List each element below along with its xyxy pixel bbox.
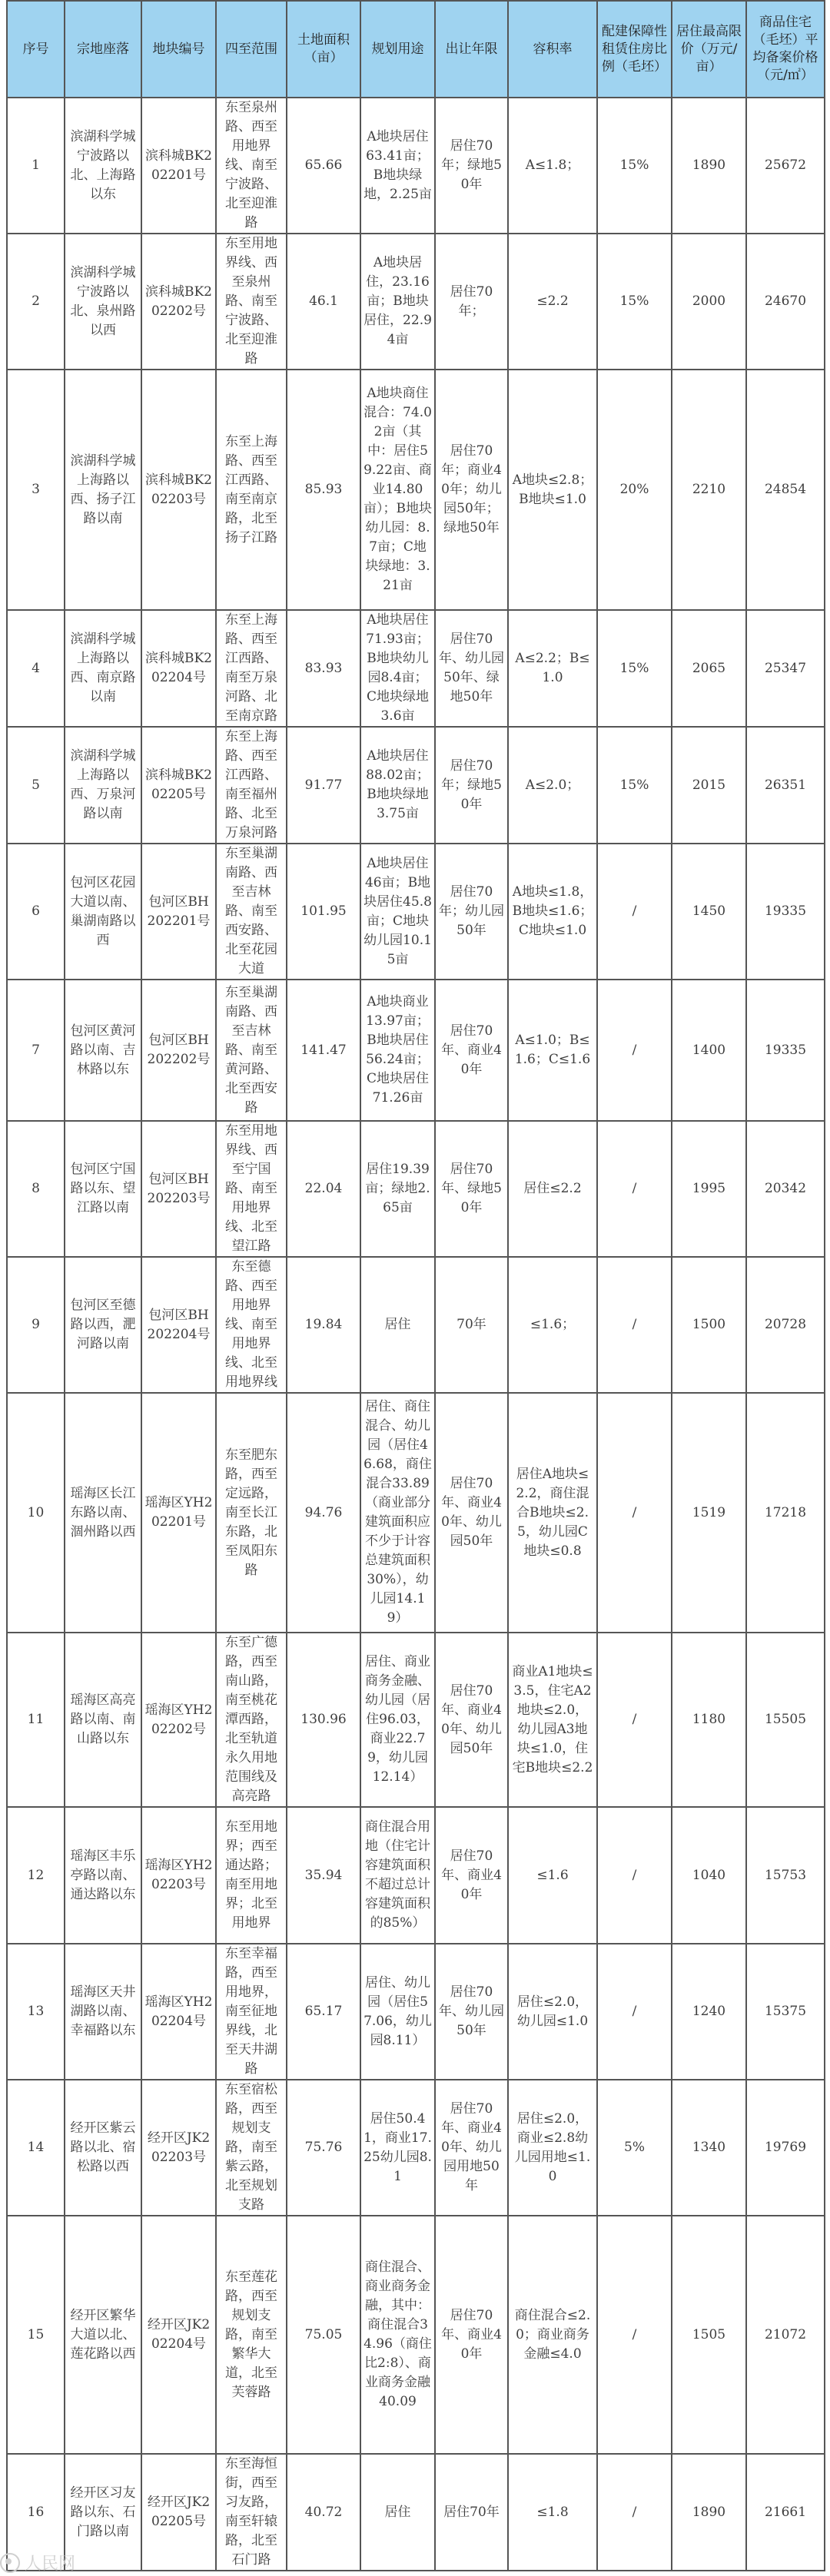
cell-area: 101.95	[287, 844, 360, 980]
cell-area: 141.47	[287, 980, 360, 1121]
cell-lease-term: 居住70年；	[435, 234, 508, 370]
cell-lease-term: 居住70年；商业40年；幼儿园50年；绿地50年	[435, 370, 508, 610]
cell-location: 经开区繁华大道以北、莲花路以西	[65, 2216, 141, 2454]
cell-plot-ratio: ≤1.8	[508, 2454, 597, 2571]
table-row	[7, 98, 825, 234]
header-parcel-id: 地块编号	[141, 1, 216, 98]
cell-max-price: 1890	[672, 98, 746, 234]
cell-boundaries: 东至用地界线、西至泉州路、南至宁波路、北至迎淮路	[216, 234, 287, 370]
table-row	[7, 844, 825, 980]
cell-location: 瑶海区高亮路以南、南山路以东	[65, 1633, 141, 1807]
cell-lease-term: 居住70年、商业40年	[435, 980, 508, 1121]
cell-boundaries: 东至巢湖南路、西至吉林路、南至黄河路、北至西安路	[216, 980, 287, 1121]
cell-avg-housing-price: 15505	[746, 1633, 825, 1807]
cell-index: 9	[7, 1257, 65, 1393]
cell-avg-housing-price: 20342	[746, 1121, 825, 1257]
cell-parcel-id: 滨科城BK202201号	[141, 98, 216, 234]
cell-parcel-id: 瑶海区YH202203号	[141, 1807, 216, 1944]
cell-max-price: 1995	[672, 1121, 746, 1257]
cell-planned-use: A地块居住71.93亩；B地块幼儿园8.4亩；C地块绿地3.6亩	[360, 610, 435, 727]
cell-parcel-id: 瑶海区YH202201号	[141, 1393, 216, 1633]
cell-max-price: 1450	[672, 844, 746, 980]
cell-area: 94.76	[287, 1393, 360, 1633]
cell-plot-ratio: ≤1.6	[508, 1807, 597, 1944]
cell-plot-ratio: 居住≤2.0，商业≤2.8幼儿园用地≤1.0	[508, 2080, 597, 2216]
cell-parcel-id: 包河区BH202201号	[141, 844, 216, 980]
cell-area: 85.93	[287, 370, 360, 610]
cell-area: 65.66	[287, 98, 360, 234]
cell-plot-ratio: A地块≤2.8；B地块≤1.0	[508, 370, 597, 610]
cell-planned-use: 商住混合、商业商务金融，其中：商住混合34.96（商住比2:8）、商业商务金融40.09	[360, 2216, 435, 2454]
cell-index: 8	[7, 1121, 65, 1257]
cell-location: 滨湖科学城宁波路以北、上海路以东	[65, 98, 141, 234]
cell-location: 包河区宁国路以东、望江路以南	[65, 1121, 141, 1257]
cell-rental-housing-ratio: /	[597, 1257, 672, 1393]
cell-max-price: 1400	[672, 980, 746, 1121]
table-row	[7, 1393, 825, 1633]
table-row	[7, 1121, 825, 1257]
cell-rental-housing-ratio: 15%	[597, 610, 672, 727]
cell-boundaries: 东至德路、西至用地界线、南至用地界线、北至用地界线	[216, 1257, 287, 1393]
cell-lease-term: 居住70年、幼儿园50年、绿地50年	[435, 610, 508, 727]
header-lease-term: 出让年限	[435, 1, 508, 98]
cell-area: 130.96	[287, 1633, 360, 1807]
cell-max-price: 2000	[672, 234, 746, 370]
cell-rental-housing-ratio: 20%	[597, 370, 672, 610]
cell-location: 包河区花园大道以南、巢湖南路以西	[65, 844, 141, 980]
table-row	[7, 980, 825, 1121]
cell-boundaries: 东至泉州路、西至用地界线、南至宁波路、北至迎淮路	[216, 98, 287, 234]
cell-lease-term: 居住70年；绿地50年	[435, 98, 508, 234]
cell-max-price: 2210	[672, 370, 746, 610]
cell-plot-ratio: 商业A1地块≤3.5，住宅A2地块≤2.0，幼儿园A3地块≤1.0，住宅B地块≤2.2	[508, 1633, 597, 1807]
cell-max-price: 1240	[672, 1944, 746, 2080]
cell-planned-use: 居住、商住混合、幼儿园（居住46.68，商住混合33.89（商业部分建筑面积应不少于计容总建筑面积30%），幼儿园14.19）	[360, 1393, 435, 1633]
cell-planned-use: 居住50.41，商业17.25幼儿园8.1	[360, 2080, 435, 2216]
cell-parcel-id: 包河区BH202202号	[141, 980, 216, 1121]
cell-rental-housing-ratio: /	[597, 1121, 672, 1257]
cell-max-price: 1505	[672, 2216, 746, 2454]
cell-avg-housing-price: 21072	[746, 2216, 825, 2454]
table-row	[7, 1807, 825, 1944]
cell-rental-housing-ratio: /	[597, 844, 672, 980]
cell-max-price: 1340	[672, 2080, 746, 2216]
cell-boundaries: 东至上海路、西至江西路、南至万泉河路、北至南京路	[216, 610, 287, 727]
cell-rental-housing-ratio: /	[597, 1944, 672, 2080]
cell-plot-ratio: 居住≤2.2	[508, 1121, 597, 1257]
table-row	[7, 610, 825, 727]
cell-parcel-id: 滨科城BK202203号	[141, 370, 216, 610]
cell-avg-housing-price: 17218	[746, 1393, 825, 1633]
cell-avg-housing-price: 24670	[746, 234, 825, 370]
cell-location: 滨湖科学城上海路以西、万泉河路以南	[65, 727, 141, 844]
table-row	[7, 2216, 825, 2454]
cell-index: 16	[7, 2454, 65, 2571]
cell-area: 22.04	[287, 1121, 360, 1257]
cell-avg-housing-price: 26351	[746, 727, 825, 844]
cell-lease-term: 居住70年、商业40年	[435, 1807, 508, 1944]
cell-planned-use: 居住19.39亩；绿地2.65亩	[360, 1121, 435, 1257]
header-rental-housing-ratio: 配建保障性租赁住房比例（毛坯）	[597, 1, 672, 98]
cell-location: 滨湖科学城宁波路以北、泉州路以西	[65, 234, 141, 370]
cell-max-price: 2015	[672, 727, 746, 844]
cell-avg-housing-price: 15375	[746, 1944, 825, 2080]
header-index: 序号	[7, 1, 65, 98]
cell-index: 5	[7, 727, 65, 844]
table-row	[7, 234, 825, 370]
watermark	[0, 2551, 75, 2574]
cell-rental-housing-ratio: 15%	[597, 98, 672, 234]
table-body	[7, 98, 825, 2571]
cell-boundaries: 东至肥东路，西至定远路，南至长江东路，北至凤阳东路	[216, 1393, 287, 1633]
cell-max-price: 1519	[672, 1393, 746, 1633]
cell-area: 46.1	[287, 234, 360, 370]
cell-max-price: 1500	[672, 1257, 746, 1393]
cell-index: 4	[7, 610, 65, 727]
cell-plot-ratio: 居住≤2.0，幼儿园≤1.0	[508, 1944, 597, 2080]
cell-plot-ratio: 居住A地块≤2.2，商住混合B地块≤2.5，幼儿园C地块≤0.8	[508, 1393, 597, 1633]
cell-lease-term: 居住70年、商业40年、幼儿园50年	[435, 1633, 508, 1807]
table-row	[7, 1257, 825, 1393]
cell-planned-use: A地块居住，23.16亩；B地块居住，22.94亩	[360, 234, 435, 370]
table-row	[7, 2454, 825, 2571]
header-plot-ratio: 容积率	[508, 1, 597, 98]
cell-boundaries: 东至莲花路，西至规划支路，南至繁华大道，北至芙蓉路	[216, 2216, 287, 2454]
cell-location: 滨湖科学城上海路以西、南京路以南	[65, 610, 141, 727]
cell-plot-ratio: A≤2.0；	[508, 727, 597, 844]
cell-plot-ratio: A≤1.8；	[508, 98, 597, 234]
header-boundaries: 四至范围	[216, 1, 287, 98]
cell-boundaries: 东至用地界；西至通达路；南至用地界；北至用地界	[216, 1807, 287, 1944]
cell-rental-housing-ratio: /	[597, 1393, 672, 1633]
cell-avg-housing-price: 19335	[746, 980, 825, 1121]
cell-plot-ratio: A≤2.2；B≤1.0	[508, 610, 597, 727]
cell-boundaries: 东至巢湖南路、西至吉林路、南至西安路、北至花园大道	[216, 844, 287, 980]
cell-lease-term: 居住70年；幼儿园50年	[435, 844, 508, 980]
cell-area: 83.93	[287, 610, 360, 727]
cell-plot-ratio: ≤1.6；	[508, 1257, 597, 1393]
cell-location: 经开区习友路以东、石门路以南	[65, 2454, 141, 2571]
cell-lease-term: 居住70年、商业40年、幼儿园50年	[435, 1393, 508, 1633]
cell-avg-housing-price: 19335	[746, 844, 825, 980]
cell-index: 10	[7, 1393, 65, 1633]
cell-avg-housing-price: 20728	[746, 1257, 825, 1393]
cell-max-price: 1180	[672, 1633, 746, 1807]
cell-planned-use: A地块居住88.02亩；B地块绿地3.75亩	[360, 727, 435, 844]
cell-parcel-id: 滨科城BK202202号	[141, 234, 216, 370]
table-row	[7, 2080, 825, 2216]
cell-lease-term: 居住70年、商业40年	[435, 2216, 508, 2454]
cell-planned-use: 居住、商业商务金融、幼儿园（居住96.03，商业22.79，幼儿园12.14）	[360, 1633, 435, 1807]
cell-avg-housing-price: 15753	[746, 1807, 825, 1944]
cell-index: 3	[7, 370, 65, 610]
cell-rental-housing-ratio: /	[597, 1807, 672, 1944]
cell-planned-use: 居住	[360, 2454, 435, 2571]
cell-index: 14	[7, 2080, 65, 2216]
land-auction-table	[6, 0, 825, 2571]
cell-lease-term: 居住70年、幼儿园50年	[435, 1944, 508, 2080]
cell-location: 瑶海区丰乐亭路以南、通达路以东	[65, 1807, 141, 1944]
cell-lease-term: 70年	[435, 1257, 508, 1393]
cell-location: 滨湖科学城上海路以西、扬子江路以南	[65, 370, 141, 610]
cell-parcel-id: 瑶海区YH202204号	[141, 1944, 216, 2080]
cell-plot-ratio: A≤1.0；B≤1.6；C≤1.6	[508, 980, 597, 1121]
cell-lease-term: 居住70年；绿地50年	[435, 727, 508, 844]
cell-area: 19.84	[287, 1257, 360, 1393]
cell-planned-use: A地块居住46亩；B地块居住45.8亩；C地块幼儿园10.15亩	[360, 844, 435, 980]
cell-plot-ratio: 商住混合≤2.0；商业商务金融≤4.0	[508, 2216, 597, 2454]
cell-parcel-id: 经开区JK202203号	[141, 2080, 216, 2216]
cell-avg-housing-price: 25347	[746, 610, 825, 727]
cell-rental-housing-ratio: /	[597, 2216, 672, 2454]
header-location: 宗地座落	[65, 1, 141, 98]
cell-planned-use: 居住、幼儿园（居住57.06，幼儿园8.11）	[360, 1944, 435, 2080]
cell-index: 15	[7, 2216, 65, 2454]
cell-max-price: 2065	[672, 610, 746, 727]
cell-parcel-id: 瑶海区YH202202号	[141, 1633, 216, 1807]
cell-location: 瑶海区长江东路以南、涸州路以西	[65, 1393, 141, 1633]
table-header-row	[7, 1, 825, 98]
cell-area: 35.94	[287, 1807, 360, 1944]
cell-lease-term: 居住70年、商业40年、幼儿园用地50年	[435, 2080, 508, 2216]
cell-index: 13	[7, 1944, 65, 2080]
cell-rental-housing-ratio: /	[597, 980, 672, 1121]
cell-boundaries: 东至上海路、西至江西路、南至南京路，北至扬子江路	[216, 370, 287, 610]
cell-index: 11	[7, 1633, 65, 1807]
cell-avg-housing-price: 21661	[746, 2454, 825, 2571]
cell-avg-housing-price: 24854	[746, 370, 825, 610]
cell-planned-use: A地块商住混合：74.02亩（其中：居住59.22亩、商业14.80亩）；B地块幼儿园：8.7亩；C地块绿地：3.21亩	[360, 370, 435, 610]
cell-location: 经开区紫云路以北、宿松路以西	[65, 2080, 141, 2216]
table-row	[7, 1633, 825, 1807]
cell-rental-housing-ratio: 15%	[597, 234, 672, 370]
cell-boundaries: 东至上海路、西至江西路、南至福州路、北至万泉河路	[216, 727, 287, 844]
cell-area: 91.77	[287, 727, 360, 844]
cell-boundaries: 东至幸福路，西至用地界，南至征地界线，北至天井湖路	[216, 1944, 287, 2080]
cell-area: 75.05	[287, 2216, 360, 2454]
cell-plot-ratio: ≤2.2	[508, 234, 597, 370]
table-row	[7, 370, 825, 610]
cell-rental-housing-ratio: 15%	[597, 727, 672, 844]
cell-location: 瑶海区天井湖路以南、幸福路以东	[65, 1944, 141, 2080]
header-area: 土地面积（亩）	[287, 1, 360, 98]
cell-boundaries: 东至宿松路，西至规划支路，南至紫云路，北至规划支路	[216, 2080, 287, 2216]
cell-rental-housing-ratio: 5%	[597, 2080, 672, 2216]
cell-index: 7	[7, 980, 65, 1121]
cell-parcel-id: 滨科城BK202204号	[141, 610, 216, 727]
cell-location: 包河区黄河路以南、吉林路以东	[65, 980, 141, 1121]
cell-boundaries: 东至广德路，西至南山路，南至桃花潭西路，北至轨道永久用地范围线及高亮路	[216, 1633, 287, 1807]
cell-avg-housing-price: 25672	[746, 98, 825, 234]
cell-index: 6	[7, 844, 65, 980]
cell-area: 65.17	[287, 1944, 360, 2080]
header-planned-use: 规划用途	[360, 1, 435, 98]
cell-max-price: 1040	[672, 1807, 746, 1944]
cell-parcel-id: 包河区BH202204号	[141, 1257, 216, 1393]
cell-max-price: 1890	[672, 2454, 746, 2571]
cell-plot-ratio: A地块≤1.8，B地块≤1.6；C地块≤1.0	[508, 844, 597, 980]
cell-parcel-id: 经开区JK202205号	[141, 2454, 216, 2571]
cell-rental-housing-ratio: /	[597, 1633, 672, 1807]
cell-parcel-id: 经开区JK202204号	[141, 2216, 216, 2454]
cell-parcel-id: 包河区BH202203号	[141, 1121, 216, 1257]
cell-boundaries: 东至用地界线、西至宁国路、南至用地界线、北至望江路	[216, 1121, 287, 1257]
cell-index: 1	[7, 98, 65, 234]
cell-area: 75.76	[287, 2080, 360, 2216]
cell-planned-use: 商住混合用地（住宅计容建筑面积不超过总计容建筑面积的85%）	[360, 1807, 435, 1944]
cell-planned-use: 居住	[360, 1257, 435, 1393]
cell-avg-housing-price: 19769	[746, 2080, 825, 2216]
cell-location: 包河区至德路以西，淝河路以南	[65, 1257, 141, 1393]
watermark-logo-icon	[0, 2553, 20, 2573]
header-avg-housing-price: 商品住宅（毛坯）平均备案价格（元/㎡）	[746, 1, 825, 98]
cell-area: 40.72	[287, 2454, 360, 2571]
watermark-text: 人民网	[25, 2554, 76, 2574]
cell-parcel-id: 滨科城BK202205号	[141, 727, 216, 844]
cell-lease-term: 居住70年、绿地50年	[435, 1121, 508, 1257]
cell-lease-term: 居住70年	[435, 2454, 508, 2571]
cell-rental-housing-ratio: /	[597, 2454, 672, 2571]
cell-index: 2	[7, 234, 65, 370]
cell-planned-use: A地块商业13.97亩；B地块居住56.24亩；C地块居住71.26亩	[360, 980, 435, 1121]
cell-index: 12	[7, 1807, 65, 1944]
table-row	[7, 727, 825, 844]
header-max-price: 居住最高限价（万元/亩）	[672, 1, 746, 98]
cell-planned-use: A地块居住63.41亩；B地块绿地，2.25亩	[360, 98, 435, 234]
table-row	[7, 1944, 825, 2080]
cell-boundaries: 东至海恒街，西至习友路，南至轩辕路，北至石门路	[216, 2454, 287, 2571]
